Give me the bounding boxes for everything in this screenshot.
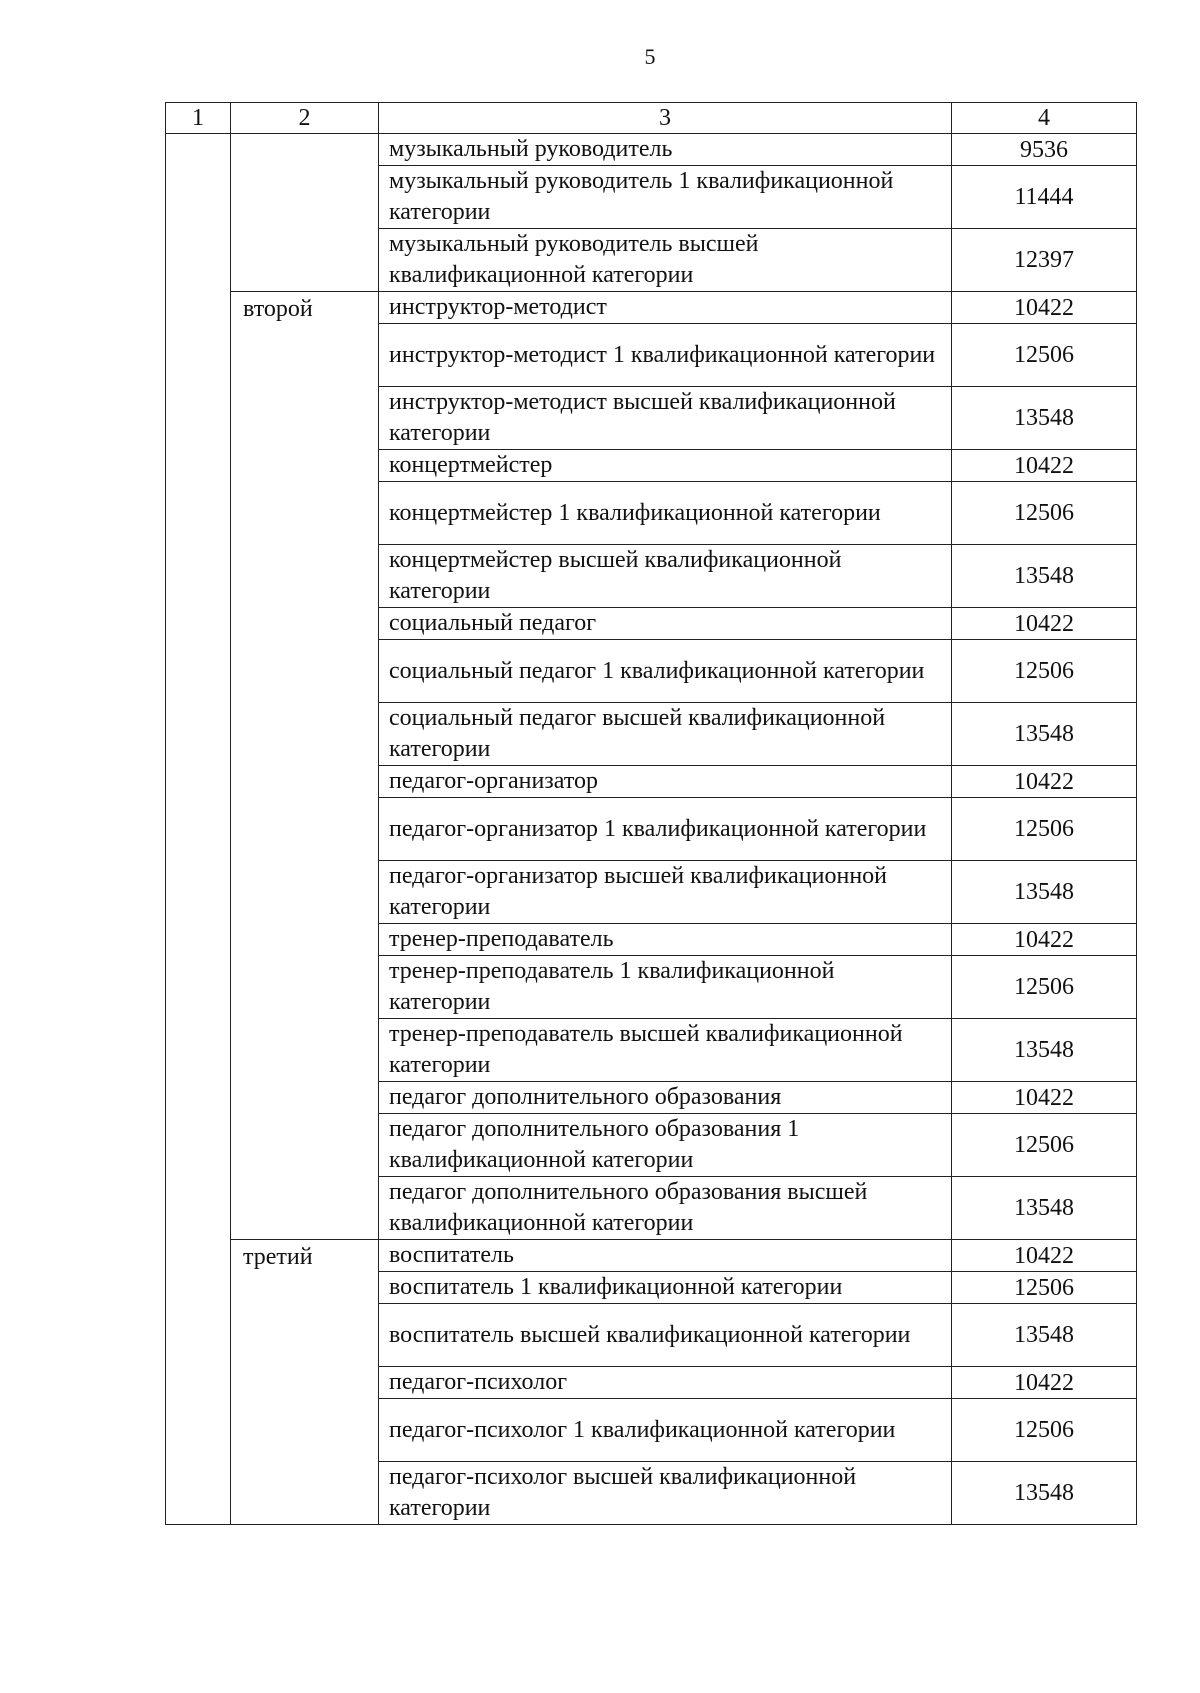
salary-value: 12506 — [952, 798, 1137, 861]
position-name: концертмейстер высшей квалификационной категории — [379, 545, 952, 608]
position-name: педагог-организатор высшей квалификационной категории — [379, 861, 952, 924]
salary-value: 9536 — [952, 134, 1137, 166]
position-name: тренер-преподаватель 1 квалификационной категории — [379, 956, 952, 1019]
position-name: музыкальный руководитель высшей квалификационной категории — [379, 229, 952, 292]
table-row — [166, 292, 1137, 324]
position-name: воспитатель — [379, 1240, 952, 1272]
salary-value: 11444 — [952, 166, 1137, 229]
position-name: педагог-организатор 1 квалификационной категории — [379, 798, 952, 861]
page-number: 5 — [644, 44, 656, 69]
salary-value: 12397 — [952, 229, 1137, 292]
position-name: тренер-преподаватель — [379, 924, 952, 956]
position-name: тренер-преподаватель высшей квалификационной категории — [379, 1019, 952, 1082]
salary-value: 12506 — [952, 1114, 1137, 1177]
table-header — [166, 103, 1137, 134]
salary-value: 13548 — [952, 1462, 1137, 1525]
salary-value: 10422 — [952, 1367, 1137, 1399]
table-row — [166, 1240, 1137, 1272]
salary-value: 12506 — [952, 482, 1137, 545]
table-row — [166, 134, 1137, 166]
salary-value: 13548 — [952, 1019, 1137, 1082]
position-name: музыкальный руководитель — [379, 134, 952, 166]
position-name: педагог-психолог — [379, 1367, 952, 1399]
salary-value: 13548 — [952, 1177, 1137, 1240]
position-name: воспитатель высшей квалификационной категории — [379, 1304, 952, 1367]
column-header-2: 2 — [231, 103, 379, 134]
salary-value: 10422 — [952, 766, 1137, 798]
position-name: концертмейстер 1 квалификационной категории — [379, 482, 952, 545]
salary-value: 10422 — [952, 1240, 1137, 1272]
salary-value: 13548 — [952, 387, 1137, 450]
position-name: педагог-психолог 1 квалификационной категории — [379, 1399, 952, 1462]
position-name: социальный педагог — [379, 608, 952, 640]
salary-value: 13548 — [952, 703, 1137, 766]
group-label: второй — [231, 292, 379, 1240]
position-name: концертмейстер — [379, 450, 952, 482]
position-name: воспитатель 1 квалификационной категории — [379, 1272, 952, 1304]
position-name: социальный педагог высшей квалификационной категории — [379, 703, 952, 766]
salary-value: 10422 — [952, 924, 1137, 956]
position-name: педагог дополнительного образования высшей квалификационной категории — [379, 1177, 952, 1240]
table-body — [166, 134, 1137, 1525]
group-label: третий — [231, 1240, 379, 1525]
salary-value: 13548 — [952, 1304, 1137, 1367]
salary-value: 10422 — [952, 292, 1137, 324]
salary-value: 12506 — [952, 956, 1137, 1019]
salary-value: 12506 — [952, 640, 1137, 703]
salary-value: 10422 — [952, 450, 1137, 482]
salary-value: 13548 — [952, 545, 1137, 608]
position-name: музыкальный руководитель 1 квалификационной категории — [379, 166, 952, 229]
column-header-4: 4 — [952, 103, 1137, 134]
position-name: инструктор-методист — [379, 292, 952, 324]
column-header-1: 1 — [166, 103, 231, 134]
salary-value: 12506 — [952, 324, 1137, 387]
salary-value: 10422 — [952, 608, 1137, 640]
position-name: педагог-организатор — [379, 766, 952, 798]
position-name: педагог дополнительного образования 1 квалификационной категории — [379, 1114, 952, 1177]
position-name: инструктор-методист 1 квалификационной категории — [379, 324, 952, 387]
group-label — [231, 134, 379, 292]
position-name: педагог-психолог высшей квалификационной категории — [379, 1462, 952, 1525]
position-name: педагог дополнительного образования — [379, 1082, 952, 1114]
salary-value: 13548 — [952, 861, 1137, 924]
salary-value: 10422 — [952, 1082, 1137, 1114]
position-name: инструктор-методист высшей квалификационной категории — [379, 387, 952, 450]
salary-value: 12506 — [952, 1399, 1137, 1462]
salary-table — [165, 102, 1137, 1525]
column-1-cell — [166, 134, 231, 1525]
salary-value: 12506 — [952, 1272, 1137, 1304]
column-header-3: 3 — [379, 103, 952, 134]
position-name: социальный педагог 1 квалификационной категории — [379, 640, 952, 703]
